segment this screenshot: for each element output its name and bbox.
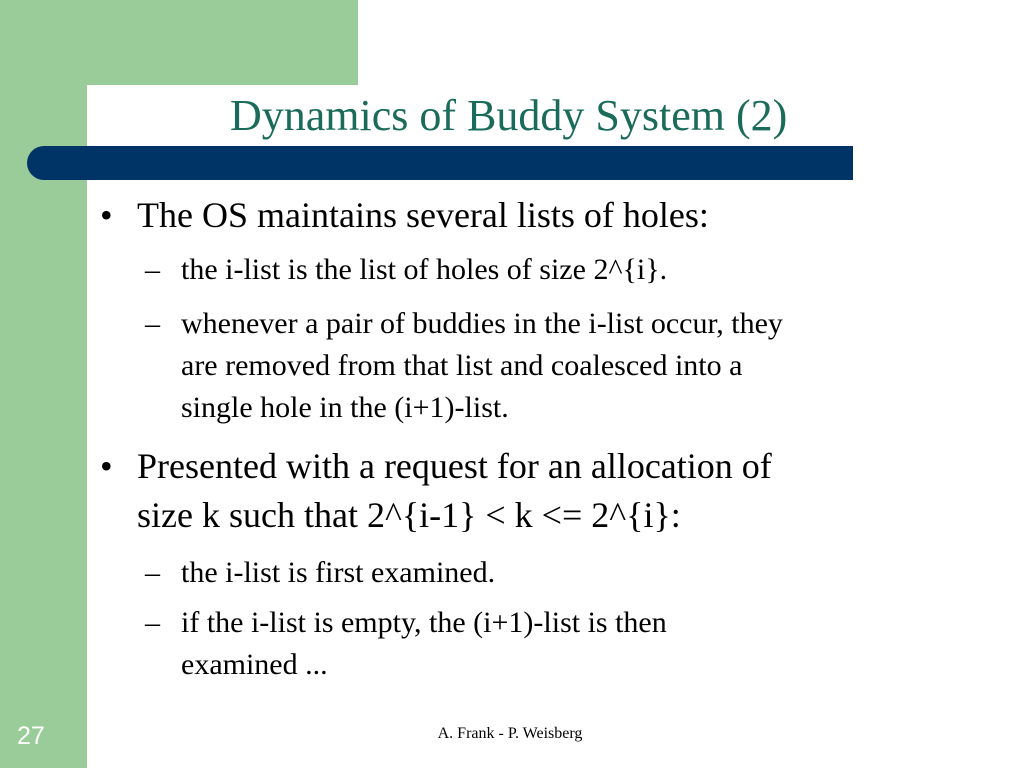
subbullet-text-line: are removed from that list and coalesced into a — [181, 349, 743, 382]
subbullet-marker: – — [145, 307, 160, 340]
subbullet-text-line: examined ... — [181, 648, 328, 681]
slide-footer: A. Frank - P. Weisberg — [437, 725, 583, 742]
bullet-marker: • — [100, 195, 113, 235]
subbullet-text-line: whenever a pair of buddies in the i-list occur, they — [181, 307, 783, 340]
subbullet-text-line: if the i-list is empty, the (i+1)-list is then — [181, 606, 667, 639]
slide-title: Dynamics of Buddy System (2) — [230, 91, 788, 140]
bullet-text-line: The OS maintains several lists of holes: — [137, 195, 709, 235]
subbullet-text-line: the i-list is first examined. — [181, 556, 496, 589]
slide-number: 27 — [17, 722, 45, 750]
subbullet-marker: – — [145, 556, 160, 589]
subbullet-text-line: the i-list is the list of holes of size 2^{i}. — [181, 253, 668, 286]
subbullet-text-line: single hole in the (i+1)-list. — [181, 391, 509, 424]
subbullet-marker: – — [145, 606, 160, 639]
bullet-marker: • — [100, 446, 113, 486]
subbullet-marker: – — [145, 253, 160, 286]
bullet-text-line: Presented with a request for an allocation of — [137, 446, 772, 486]
bullet-text-line: size k such that 2^{i-1} < k <= 2^{i}: — [137, 495, 681, 535]
